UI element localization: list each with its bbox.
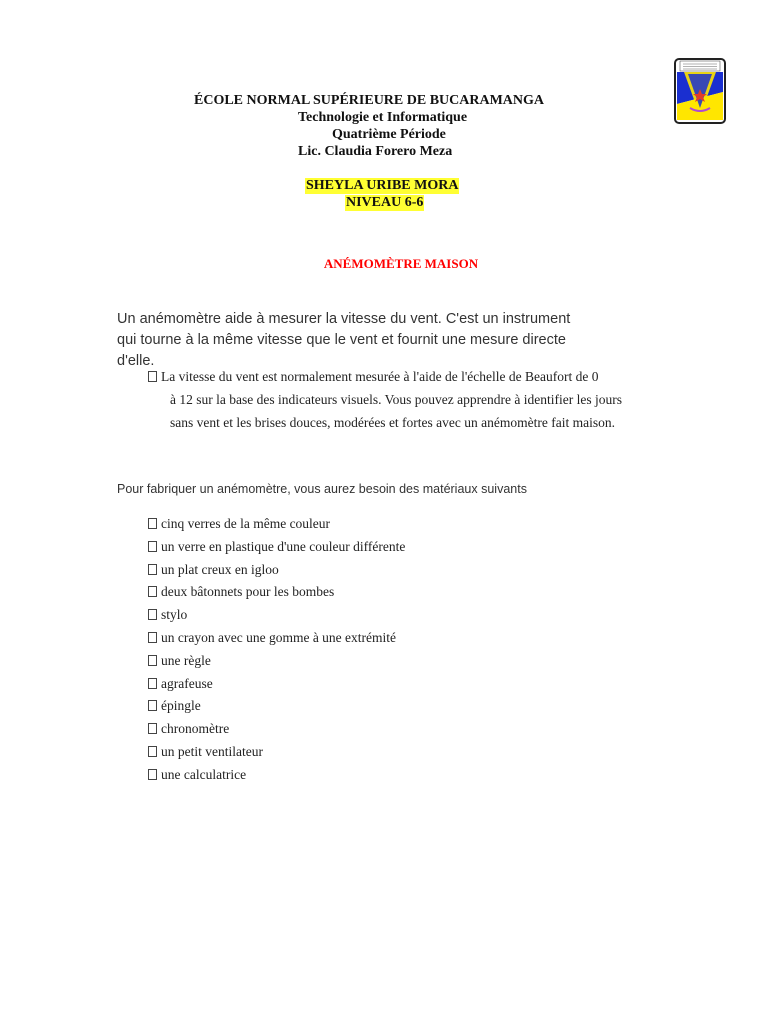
beaufort-line: sans vent et les brises douces, modérées et fortes avec un anémomètre fait maison.: [170, 415, 615, 430]
list-item: [148, 696, 405, 719]
list-item: [148, 514, 405, 537]
checkbox-bullet-icon: [148, 541, 157, 552]
material-label: une calculatrice: [161, 766, 247, 782]
school-crest-icon: [674, 58, 726, 124]
material-label: deux bâtonnets pour les bombes: [161, 584, 335, 600]
period-name: Quatrième Période: [332, 127, 446, 142]
materials-intro: Pour fabriquer un anémomètre, vous aurez besoin des matériaux suivants: [117, 482, 527, 496]
checkbox-bullet-icon: [148, 609, 157, 620]
material-label: chronomètre: [161, 721, 230, 737]
checkbox-bullet-icon: [148, 769, 157, 780]
material-label: un plat creux en igloo: [161, 561, 279, 577]
material-label: un petit ventilateur: [161, 743, 263, 759]
checkbox-bullet-icon: [148, 655, 157, 666]
checkbox-bullet-icon: [148, 678, 157, 689]
materials-list: [148, 514, 405, 788]
student-name: SHEYLA URIBE MORA: [306, 178, 459, 193]
school-name: ÉCOLE NORMAL SUPÉRIEURE DE BUCARAMANGA: [194, 93, 545, 108]
material-label: cinq verres de la même couleur: [161, 516, 331, 531]
intro-line: qui tourne à la même vitesse que le vent et fournit une mesure directe: [117, 332, 566, 348]
list-item: [148, 582, 405, 605]
beaufort-line: à 12 sur la base des indicateurs visuels. Vous pouvez apprendre à identifier les jours: [170, 392, 623, 407]
list-item: [148, 605, 405, 628]
material-label: épingle: [161, 698, 201, 714]
list-item: [148, 674, 405, 697]
subject-name: Technologie et Informatique: [298, 110, 468, 125]
teacher-name: Lic. Claudia Forero Meza: [298, 144, 453, 159]
list-item: [148, 628, 405, 651]
checkbox-bullet-icon: [148, 564, 157, 575]
checkbox-bullet-icon: [148, 723, 157, 734]
checkbox-bullet-icon: [148, 518, 157, 529]
intro-line: d'elle.: [117, 353, 155, 369]
list-item: [148, 560, 405, 583]
document-title: ANÉMOMÈTRE MAISON: [323, 256, 479, 271]
checkbox-bullet-icon: [148, 632, 157, 643]
list-item: [148, 651, 405, 674]
beaufort-paragraph: [148, 365, 668, 434]
checkbox-bullet-icon: [148, 586, 157, 597]
material-label: agrafeuse: [161, 675, 213, 691]
list-item: [148, 742, 405, 765]
list-item: [148, 765, 405, 788]
material-label: un verre en plastique d'une couleur différente: [161, 538, 406, 554]
list-item: [148, 537, 405, 560]
material-label: une règle: [161, 652, 211, 668]
intro-paragraph: [117, 309, 607, 372]
list-item: [148, 719, 405, 742]
material-label: un crayon avec une gomme à une extrémité: [161, 629, 397, 645]
beaufort-line-first: [148, 365, 668, 388]
student-level: NIVEAU 6-6: [346, 195, 424, 210]
checkbox-bullet-icon: [148, 371, 157, 382]
intro-line: Un anémomètre aide à mesurer la vitesse du vent. C'est un instrument: [117, 311, 571, 327]
material-label: stylo: [161, 607, 188, 623]
beaufort-line: La vitesse du vent est normalement mesurée à l'aide de l'échelle de Beaufort de 0: [161, 369, 599, 384]
checkbox-bullet-icon: [148, 700, 157, 711]
checkbox-bullet-icon: [148, 746, 157, 757]
